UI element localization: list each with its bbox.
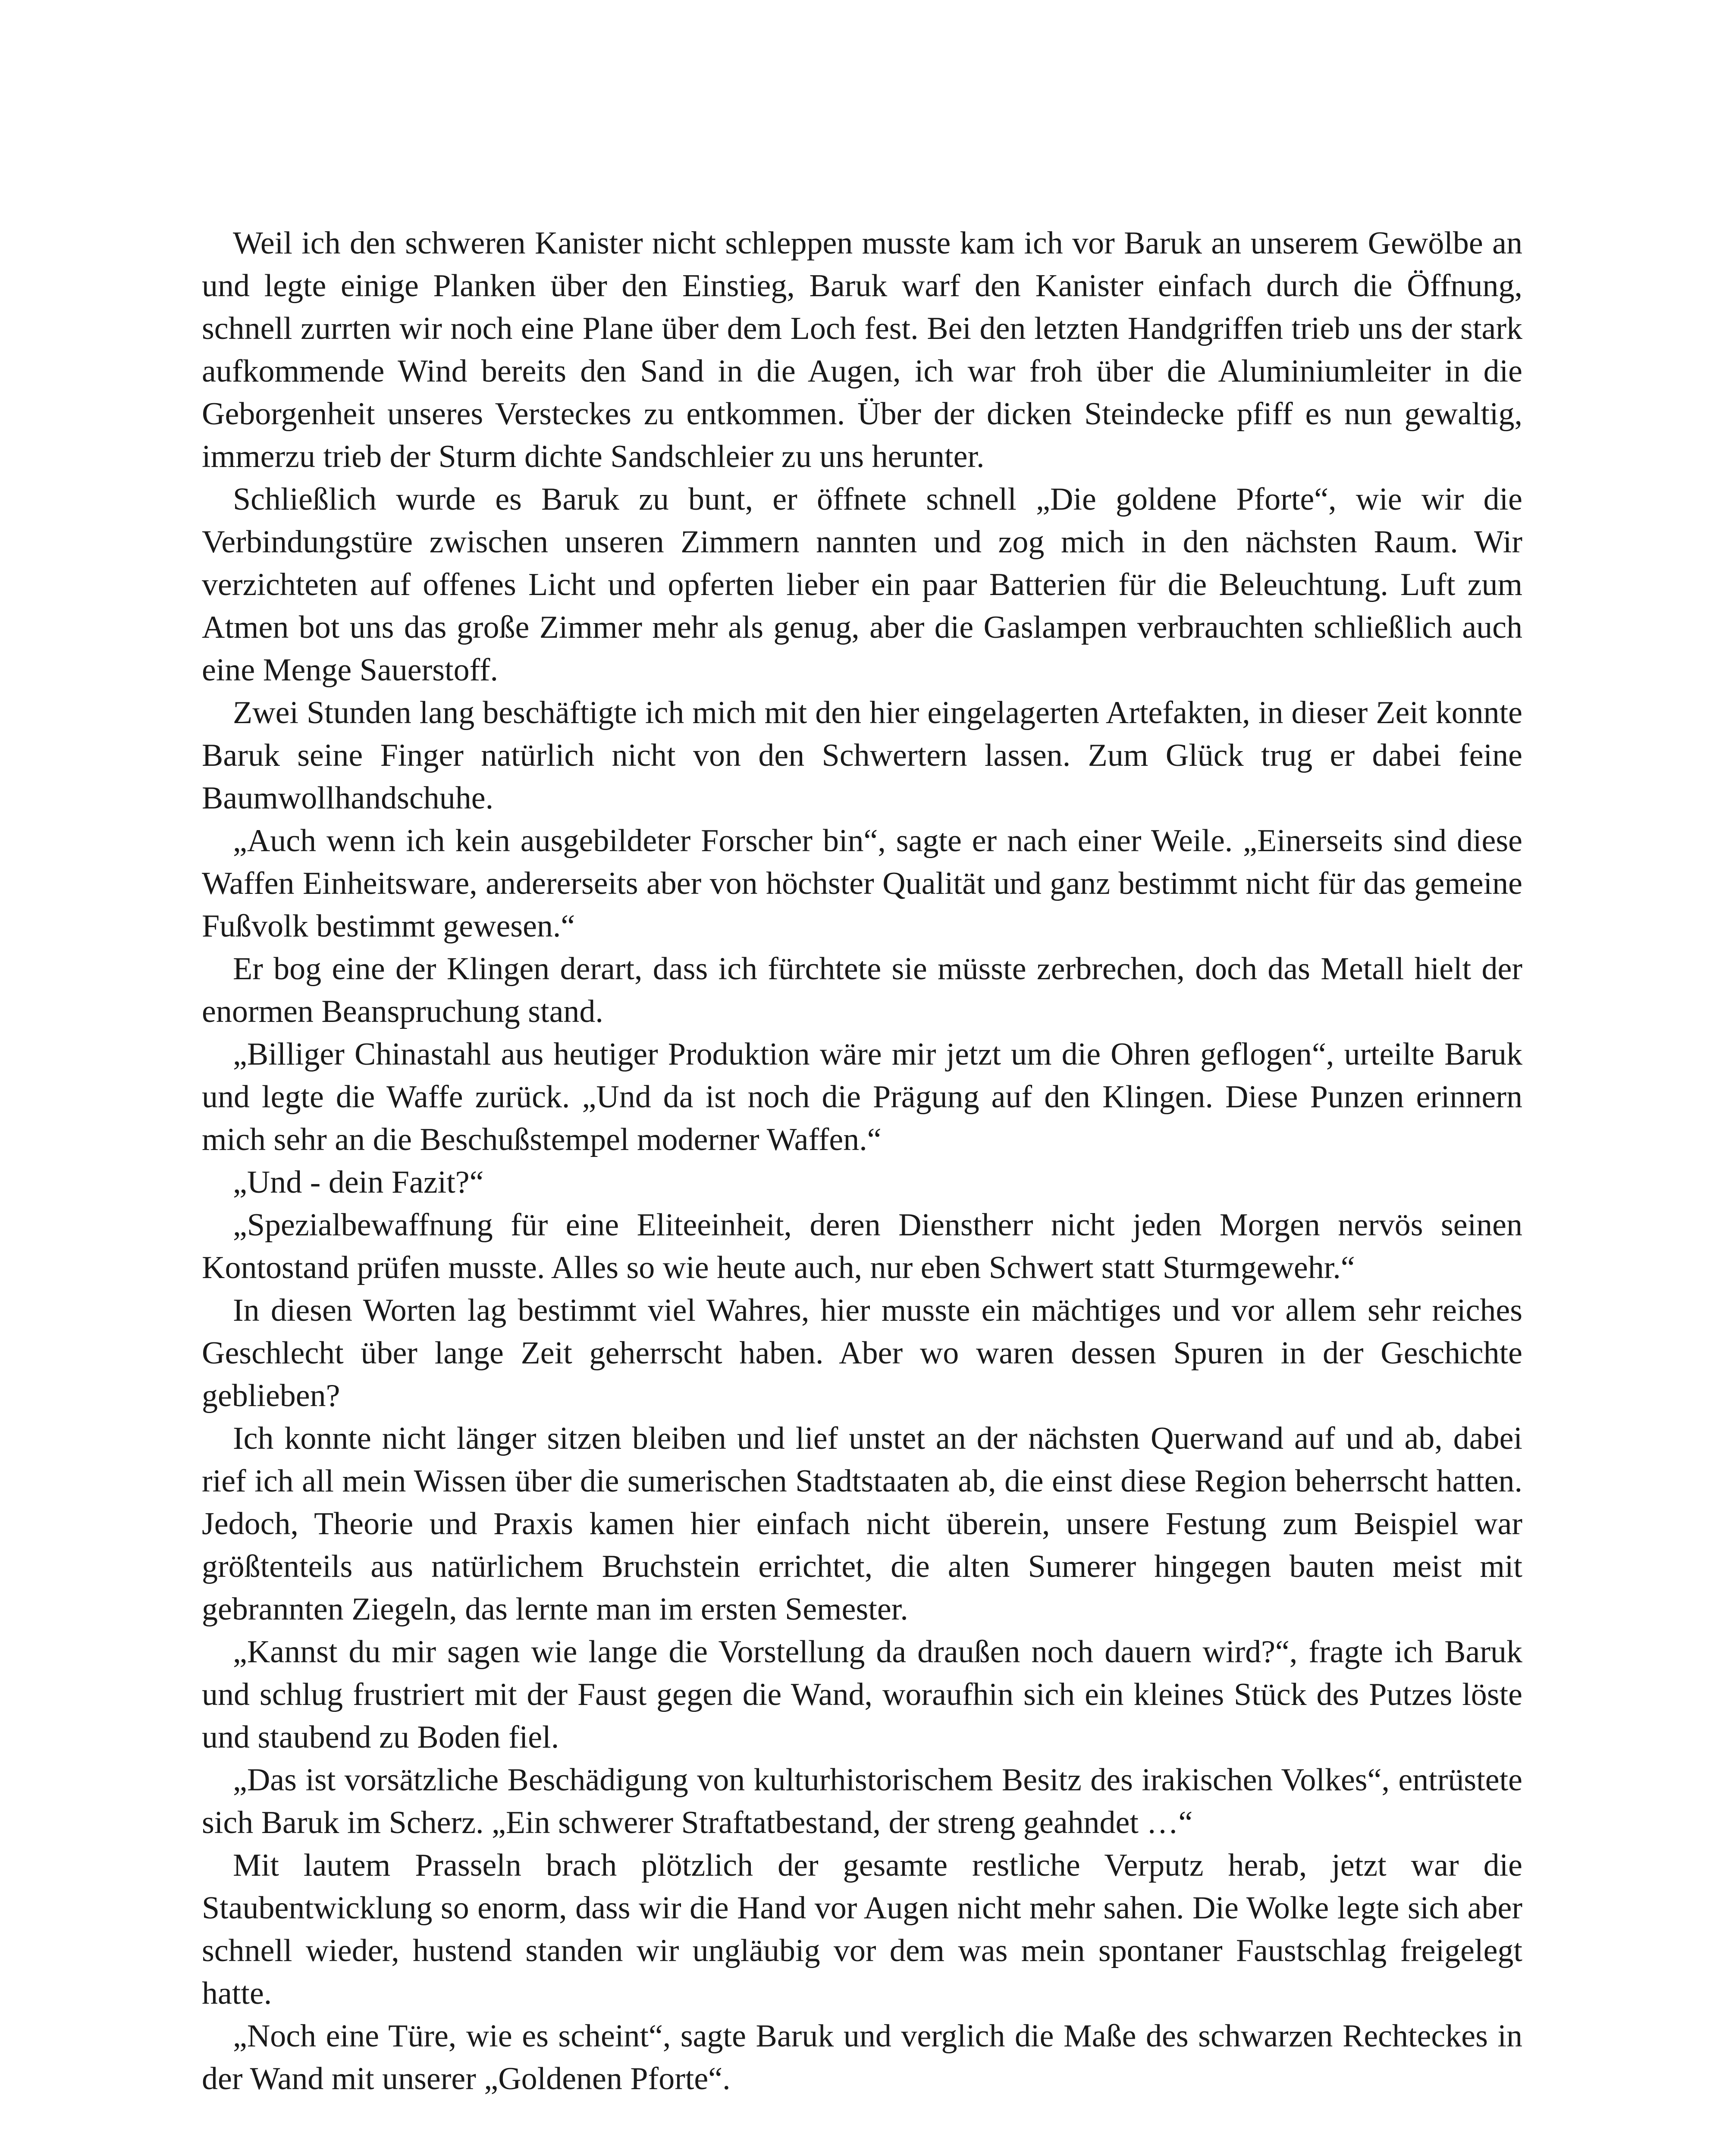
paragraph-12: „Das ist vorsätzliche Beschädigung von kulturhistorischem Besitz des irakischen Volkes“, entrüstete sich Baruk im Scherz. „Ein schwerer Straftatbestand, der streng geahndet …“ [202,1762,1522,1840]
paragraph-5: Er bog eine der Klingen derart, dass ich fürchtete sie müsste zerbrechen, doch das Metall hielt der enormen Beanspruchung stand. [202,951,1522,1029]
paragraph-6: „Billiger Chinastahl aus heutiger Produktion wäre mir jetzt um die Ohren geflogen“, urteilte Baruk und legte die Waffe zurück. „Und da ist noch die Prägung auf den Klingen. Diese Punzen erinnern mich sehr an die Beschußstempel moderner Waffen.“ [202,1037,1522,1157]
paragraph-9: In diesen Worten lag bestimmt viel Wahres, hier musste ein mächtiges und vor allem sehr reiches Geschlecht über lange Zeit geherrscht haben. Aber wo waren dessen Spuren in der Geschichte geblieben? [202,1293,1522,1413]
paragraph-10: Ich konnte nicht länger sitzen bleiben und lief unstet an der nächsten Querwand auf und ab, dabei rief ich all mein Wissen über die sumerischen Stadtstaaten ab, die einst diese Region beherrscht hatten. Jedoch, Theorie und Praxis kamen hier einfach nicht überein, unsere Festung zum Beispiel war größtenteils aus natürlichem Bruchstein errichtet, die alten Sumerer hingegen bauten meist mit gebrannten Ziegeln, das lernte man im ersten Semester. [202,1421,1522,1627]
paragraph-13: Mit lautem Prasseln brach plötzlich der gesamte restliche Verputz herab, jetzt war die Staubentwicklung so enorm, dass wir die Hand vor Augen nicht mehr sahen. Die Wolke legte sich aber schnell wieder, hustend standen wir ungläubig vor dem was mein spontaner Faustschlag freigelegt hatte. [202,1848,1522,2011]
paragraph-2: Schließlich wurde es Baruk zu bunt, er öffnete schnell „Die goldene Pforte“, wie wir die Verbindungstüre zwischen unseren Zimmern nannten und zog mich in den nächsten Raum. Wir verzichteten auf offenes Licht und opferten lieber ein paar Batterien für die Beleuchtung. Luft zum Atmen bot uns das große Zimmer mehr als genug, aber die Gaslampen verbrauchten schließlich auch eine Menge Sauerstoff. [202,482,1522,688]
body-text [202,222,1522,2100]
paragraph-4: „Auch wenn ich kein ausgebildeter Forscher bin“, sagte er nach einer Weile. „Einerseits sind diese Waffen Einheitsware, andererseits aber von höchster Qualität und ganz bestimmt nicht für das gemeine Fußvolk bestimmt gewesen.“ [202,823,1522,944]
paragraph-8: „Spezialbewaffnung für eine Eliteeinheit, deren Dienstherr nicht jeden Morgen nervös seinen Kontostand prüfen musste. Alles so wie heute auch, nur eben Schwert statt Sturmgewehr.“ [202,1207,1522,1285]
paragraph-7: „Und - dein Fazit?“ [233,1165,484,1200]
paragraph-3: Zwei Stunden lang beschäftigte ich mich mit den hier eingelagerten Artefakten, in dieser Zeit konnte Baruk seine Finger natürlich nicht von den Schwertern lassen. Zum Glück trug er dabei feine Baumwollhandschuhe. [202,695,1522,816]
paragraph-1: Weil ich den schweren Kanister nicht schleppen musste kam ich vor Baruk an unserem Gewölbe an und legte einige Planken über den Einstieg, Baruk warf den Kanister einfach durch die Öffnung, schnell zurrten wir noch eine Plane über dem Loch fest. Bei den letzten Handgriffen trieb uns der stark aufkommende Wind bereits den Sand in die Augen, ich war froh über die Aluminiumleiter in die Geborgenheit unseres Versteckes zu entkommen. Über der dicken Steindecke pfiff es nun gewaltig, immerzu trieb der Sturm dichte Sandschleier zu uns herunter. [202,226,1522,474]
paragraph-14: „Noch eine Türe, wie es scheint“, sagte Baruk und verglich die Maße des schwarzen Rechteckes in der Wand mit unserer „Goldenen Pforte“. [202,2018,1522,2096]
paragraph-11: „Kannst du mir sagen wie lange die Vorstellung da draußen noch dauern wird?“, fragte ich Baruk und schlug frustriert mit der Faust gegen die Wand, woraufhin sich ein kleines Stück des Putzes löste und staubend zu Boden fiel. [202,1634,1522,1755]
